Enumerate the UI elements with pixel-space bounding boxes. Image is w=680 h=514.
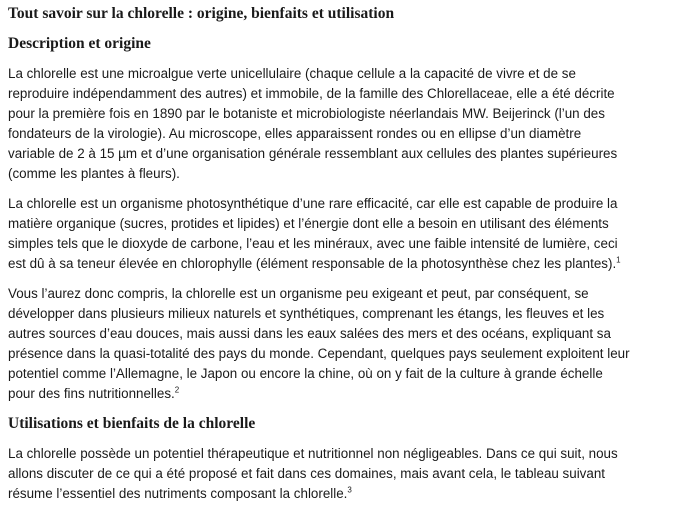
document-page — [8, 4, 672, 514]
text-line: reproduire indépendamment des autres) et immobile, de la famille des Chlorellaceae, elle a été décrite — [8, 86, 615, 101]
text-line: variable de 2 à 15 µm et d’une organisation générale ressemblant aux cellules des plantes supérieures — [8, 146, 618, 161]
text-line: matière organique (sucres, protides et lipides) et l’énergie dont elle a besoin en utilisant des éléments — [8, 216, 609, 231]
text-line: présence dans la quasi-totalité des pays du monde. Cependant, quelques pays seulement exploitent leur — [8, 346, 630, 361]
paragraph-description-3 — [8, 284, 672, 404]
text-line-content: est dû à sa teneur élevée en chlorophylle (élément responsable de la photosynthèse chez les plantes). — [8, 256, 617, 271]
text-line: simples tels que le dioxyde de carbone, l’eau et les minéraux, avec une faible intensité de lumière, ceci — [8, 236, 618, 251]
text-line: fondateurs de la virologie). Au microscope, elles apparaissent rondes ou en ellipse d’un diamètre — [8, 126, 582, 141]
document-title: Tout savoir sur la chlorelle : origine, bienfaits et utilisation — [8, 5, 395, 22]
text-line — [8, 384, 672, 404]
paragraph-uses-1 — [8, 444, 672, 504]
text-line: La chlorelle est une microalgue verte unicellulaire (chaque cellule a la capacité de vivre et de se — [8, 66, 576, 81]
text-line: La chlorelle est un organisme photosynthétique d’une rare efficacité, car elle est capable de produire la — [8, 196, 618, 211]
footnote-ref: 3 — [347, 485, 352, 495]
section-heading-description: Description et origine — [8, 35, 151, 52]
text-line-content: pour des fins nutritionnelles. — [8, 386, 175, 401]
footnote-ref: 2 — [174, 385, 180, 395]
text-line: La chlorelle possède un potentiel thérapeutique et nutritionnel non négligeables. Dans ce qui suit, nous — [8, 446, 618, 461]
paragraph-description-2 — [8, 194, 672, 274]
text-line-content: résume l’essentiel des nutriments composant la chlorelle. — [8, 486, 348, 501]
footnote-ref: 1 — [616, 255, 621, 265]
text-line: pour la première fois en 1890 par le botaniste et microbiologiste néerlandais MW. Beijerinck (l’un des — [8, 106, 605, 121]
section-heading-uses: Utilisations et bienfaits de la chlorelle — [8, 415, 256, 432]
text-line — [8, 254, 672, 274]
text-line: allons discuter de ce qui a été proposé et fait dans ces domaines, mais avant cela, le tableau suivant — [8, 466, 605, 481]
text-line: (comme les plantes à fleurs). — [8, 166, 180, 181]
text-line: développer dans plusieurs milieux naturels et synthétiques, comprenant les étangs, les fleuves et les — [8, 306, 605, 321]
text-line: Vous l’aurez donc compris, la chlorelle est un organisme peu exigeant et peut, par conséquent, se — [8, 286, 589, 301]
text-line: autres sources d’eau douces, mais aussi dans les eaux salées des mers et des océans, expliquant sa — [8, 326, 611, 341]
text-line: potentiel comme l’Allemagne, le Japon ou encore la chine, où on y fait de la culture à grande échelle — [8, 366, 603, 381]
paragraph-description-1 — [8, 64, 672, 184]
text-line — [8, 484, 672, 504]
